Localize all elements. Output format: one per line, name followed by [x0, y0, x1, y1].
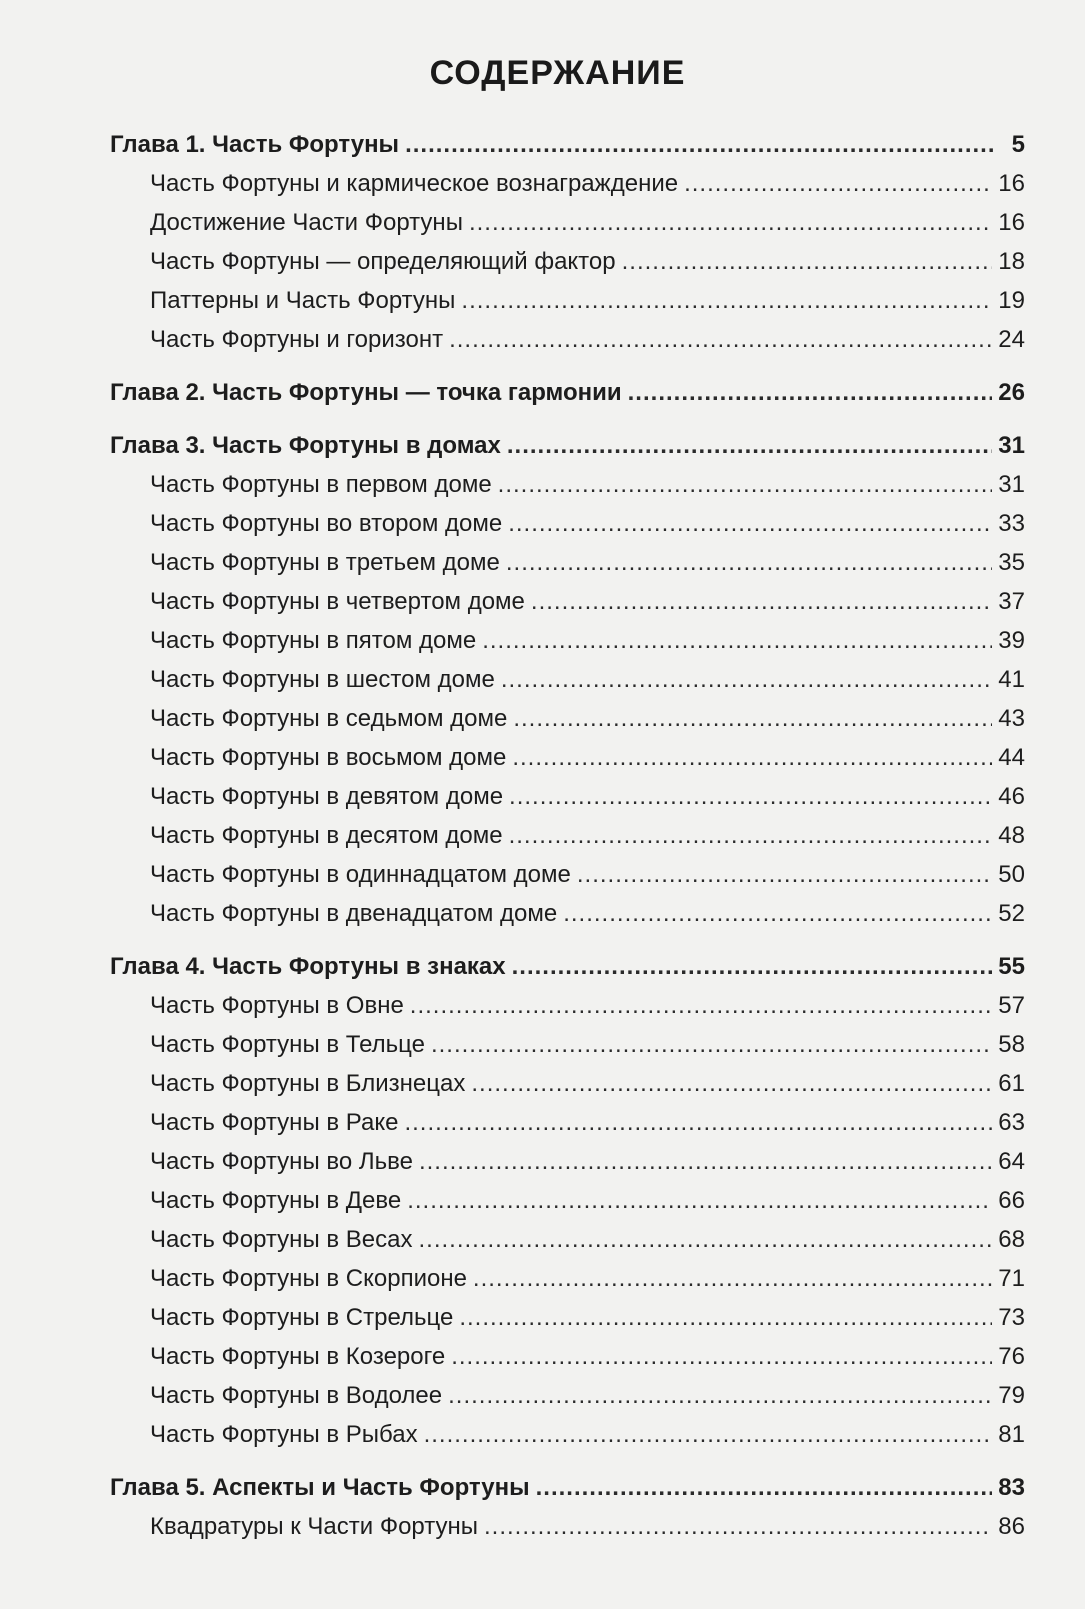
toc-section-entry [110, 738, 1025, 777]
dot-leader [449, 320, 992, 359]
toc-entry-title: Часть Фортуны в Тельце [150, 1031, 425, 1058]
toc-entry-title: Часть Фортуны во Льве [150, 1148, 413, 1175]
toc-section-entry [110, 1103, 1025, 1142]
toc-page-number: 71 [998, 1265, 1025, 1292]
dot-leader [407, 1181, 992, 1220]
toc-entry-title: Часть Фортуны в шестом доме [150, 666, 495, 693]
dot-leader [469, 203, 992, 242]
toc-entry-title: Часть Фортуны в пятом доме [150, 627, 477, 654]
toc-entry-title: Часть Фортуны в четвертом доме [150, 588, 525, 615]
toc-entry-title: Квадратуры к Части Фортуны [150, 1513, 478, 1540]
toc-entry-title: Часть Фортуны в Рыбах [150, 1421, 418, 1448]
toc-section-entry [110, 242, 1025, 281]
toc-section-entry [110, 777, 1025, 816]
toc-chapter-entry [110, 1468, 1025, 1507]
dot-leader [405, 125, 993, 164]
dot-leader [484, 1507, 992, 1546]
dot-leader [622, 242, 993, 281]
toc-entry-title: Глава 3. Часть Фортуны в домах [110, 432, 501, 459]
toc-page-number: 52 [998, 900, 1025, 927]
toc-section-entry [110, 1376, 1025, 1415]
toc-page-number: 61 [998, 1070, 1025, 1097]
dot-leader [418, 1220, 992, 1259]
toc-entry-title: Часть Фортуны в Раке [150, 1109, 399, 1136]
table-of-contents [110, 125, 1025, 1546]
toc-page-number: 63 [998, 1109, 1025, 1136]
dot-leader [410, 986, 993, 1025]
toc-chapter-entry [110, 125, 1025, 164]
dot-leader [451, 1337, 992, 1376]
toc-section-entry [110, 1259, 1025, 1298]
toc-page-number: 83 [998, 1474, 1025, 1501]
toc-section-entry [110, 660, 1025, 699]
dot-leader [628, 373, 993, 412]
toc-entry-title: Глава 5. Аспекты и Часть Фортуны [110, 1474, 530, 1501]
toc-page-number: 35 [998, 549, 1025, 576]
toc-page-number: 57 [998, 992, 1025, 1019]
dot-leader [513, 699, 992, 738]
toc-entry-title: Паттерны и Часть Фортуны [150, 287, 456, 314]
toc-section-entry [110, 320, 1025, 359]
toc-entry-title: Часть Фортуны в седьмом доме [150, 705, 508, 732]
toc-chapter-entry [110, 373, 1025, 412]
dot-leader [473, 1259, 992, 1298]
toc-chapter-entry [110, 426, 1025, 465]
dot-leader [431, 1025, 992, 1064]
dot-leader [684, 164, 992, 203]
dot-leader [459, 1298, 992, 1337]
toc-page-number: 50 [998, 861, 1025, 888]
toc-entry-title: Часть Фортуны в Скорпионе [150, 1265, 467, 1292]
toc-entry-title: Глава 4. Часть Фортуны в знаках [110, 953, 506, 980]
toc-entry-title: Часть Фортуны в Козероге [150, 1343, 446, 1370]
dot-leader [512, 947, 993, 986]
dot-leader [471, 1064, 992, 1103]
dot-leader [424, 1415, 993, 1454]
toc-page-number: 16 [998, 209, 1025, 236]
toc-entry-title: Глава 2. Часть Фортуны — точка гармонии [110, 379, 622, 406]
toc-page-number: 31 [998, 471, 1025, 498]
toc-section-entry [110, 894, 1025, 933]
toc-page-number: 41 [998, 666, 1025, 693]
toc-page-number: 24 [998, 326, 1025, 353]
toc-section-entry [110, 855, 1025, 894]
toc-entry-title: Часть Фортуны в первом доме [150, 471, 492, 498]
toc-entry-title: Часть Фортуны в Весах [150, 1226, 413, 1253]
toc-entry-title: Часть Фортуны в двенадцатом доме [150, 900, 558, 927]
toc-entry-title: Глава 1. Часть Фортуны [110, 131, 400, 158]
toc-title: СОДЕРЖАНИЕ [429, 54, 686, 92]
toc-page-number: 33 [998, 510, 1025, 537]
toc-entry-title: Часть Фортуны в Близнецах [150, 1070, 466, 1097]
toc-page-number: 76 [998, 1343, 1025, 1370]
toc-section-entry [110, 465, 1025, 504]
dot-leader [531, 582, 992, 621]
toc-section-entry [110, 1181, 1025, 1220]
toc-section-entry [110, 281, 1025, 320]
toc-section-entry [110, 1337, 1025, 1376]
toc-section-entry [110, 1298, 1025, 1337]
toc-entry-title: Часть Фортуны в Стрельце [150, 1304, 454, 1331]
toc-page-number: 55 [998, 953, 1025, 980]
dot-leader [501, 660, 992, 699]
dot-leader [509, 816, 993, 855]
toc-page-number: 73 [998, 1304, 1025, 1331]
toc-entry-title: Часть Фортуны и горизонт [150, 326, 444, 353]
toc-entry-title: Часть Фортуны и кармическое вознаграждение [150, 170, 679, 197]
toc-entry-title: Часть Фортуны во втором доме [150, 510, 503, 537]
toc-page-number: 5 [1011, 131, 1025, 158]
dot-leader [536, 1468, 993, 1507]
toc-page-number: 86 [998, 1513, 1025, 1540]
toc-section-entry [110, 816, 1025, 855]
dot-leader [482, 621, 992, 660]
toc-section-entry [110, 621, 1025, 660]
dot-leader [419, 1142, 992, 1181]
toc-entry-title: Часть Фортуны в Деве [150, 1187, 402, 1214]
toc-page-number: 64 [998, 1148, 1025, 1175]
toc-page-number: 31 [998, 432, 1025, 459]
toc-section-entry [110, 543, 1025, 582]
toc-entry-title: Часть Фортуны в десятом доме [150, 822, 503, 849]
toc-section-entry [110, 1507, 1025, 1546]
toc-page-number: 48 [998, 822, 1025, 849]
dot-leader [507, 426, 992, 465]
dot-leader [498, 465, 993, 504]
dot-leader [506, 543, 992, 582]
toc-page-number: 68 [998, 1226, 1025, 1253]
toc-section-entry [110, 504, 1025, 543]
toc-page-number: 58 [998, 1031, 1025, 1058]
toc-page-number: 18 [998, 248, 1025, 275]
toc-entry-title: Достижение Части Фортуны [150, 209, 463, 236]
toc-page-number: 39 [998, 627, 1025, 654]
toc-entry-title: Часть Фортуны в девятом доме [150, 783, 504, 810]
toc-section-entry [110, 1220, 1025, 1259]
dot-leader [577, 855, 992, 894]
dot-leader [508, 504, 992, 543]
toc-section-entry [110, 986, 1025, 1025]
toc-page-number: 43 [998, 705, 1025, 732]
toc-page-number: 46 [998, 783, 1025, 810]
dot-leader [563, 894, 992, 933]
dot-leader [461, 281, 992, 320]
toc-page-number: 79 [998, 1382, 1025, 1409]
toc-entry-title: Часть Фортуны в третьем доме [150, 549, 500, 576]
toc-section-entry [110, 699, 1025, 738]
toc-chapter-entry [110, 947, 1025, 986]
toc-section-entry [110, 1064, 1025, 1103]
dot-leader [448, 1376, 992, 1415]
toc-section-entry [110, 203, 1025, 242]
toc-entry-title: Часть Фортуны в Водолее [150, 1382, 443, 1409]
toc-page-number: 44 [998, 744, 1025, 771]
toc-page-number: 26 [998, 379, 1025, 406]
dot-leader [509, 777, 992, 816]
toc-entry-title: Часть Фортуны в восьмом доме [150, 744, 507, 771]
toc-section-entry [110, 1025, 1025, 1064]
toc-section-entry [110, 164, 1025, 203]
toc-section-entry [110, 1142, 1025, 1181]
dot-leader [512, 738, 992, 777]
toc-section-entry [110, 582, 1025, 621]
dot-leader [404, 1103, 992, 1142]
toc-page-number: 66 [998, 1187, 1025, 1214]
toc-entry-title: Часть Фортуны — определяющий фактор [150, 248, 616, 275]
toc-page-number: 19 [998, 287, 1025, 314]
toc-section-entry [110, 1415, 1025, 1454]
toc-entry-title: Часть Фортуны в одиннадцатом доме [150, 861, 571, 888]
toc-page-number: 81 [998, 1421, 1025, 1448]
toc-entry-title: Часть Фортуны в Овне [150, 992, 404, 1019]
toc-page-number: 37 [998, 588, 1025, 615]
toc-page-number: 16 [998, 170, 1025, 197]
